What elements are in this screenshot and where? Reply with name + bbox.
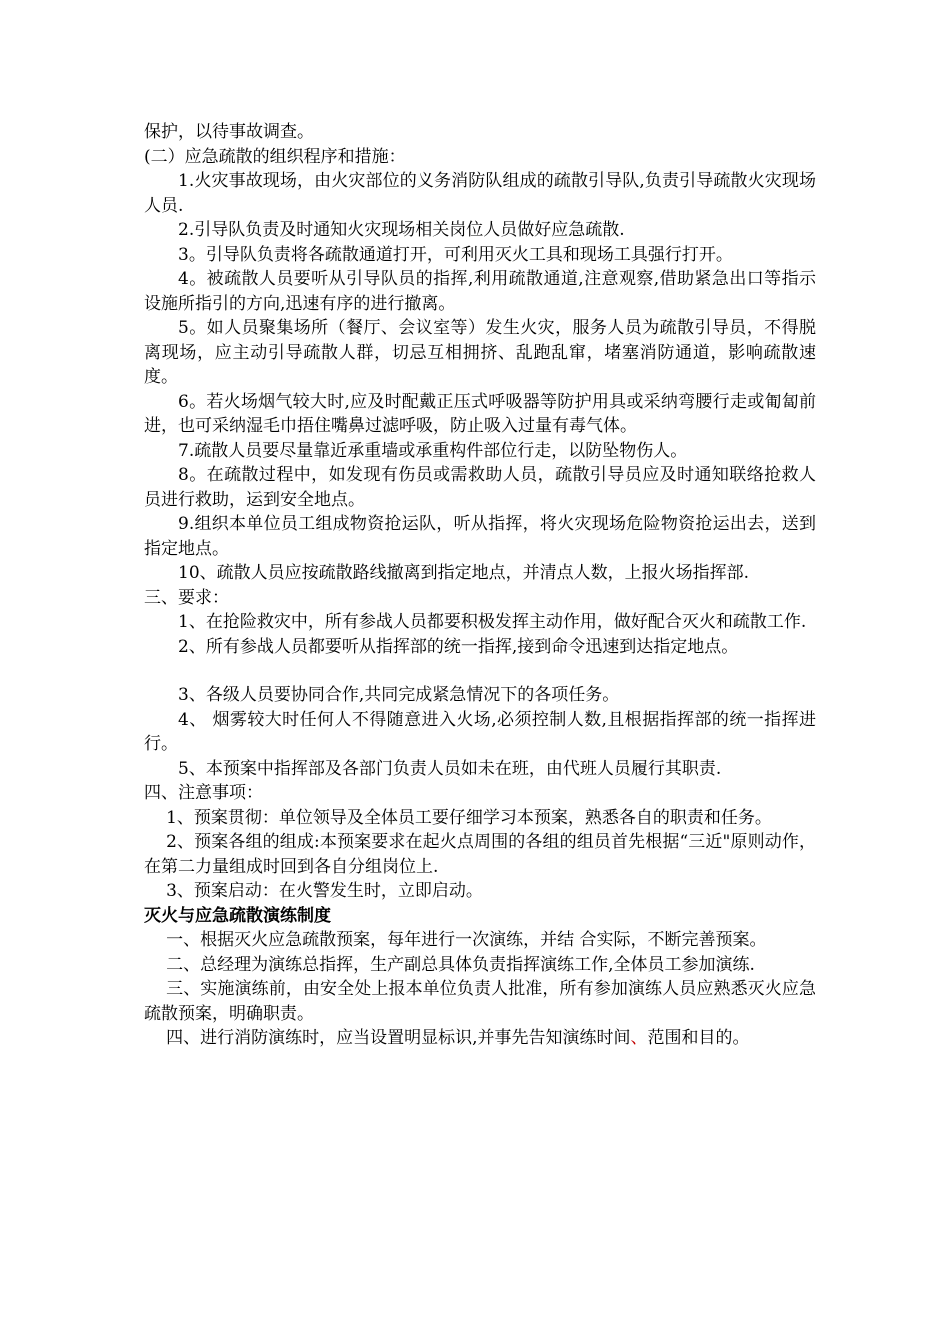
paragraph: 2、所有参战人员都要听从指挥部的统一指挥,接到命令迅速到达指定地点。 <box>178 636 739 657</box>
paragraph: 1、在抢险救灾中，所有参战人员都要积极发挥主动作用，做好配合灭火和疏散工作. <box>178 612 807 632</box>
paragraph: 5、本预案中指挥部及各部门负责人员如未在班，由代班人员履行其职责. <box>178 758 722 779</box>
document-body <box>144 120 816 1051</box>
paragraph: 二、总经理为演练总指挥，生产副总具体负责指挥演练工作,全体员工参加演练. <box>166 954 755 975</box>
paragraph: 三、实施演练前，由安全处上报本单位负责人批准，所有参加演练人员应熟悉灭火应急疏散预案，明确职责。 <box>144 979 816 1024</box>
section-heading: (二）应急疏散的组织程序和措施： <box>144 146 406 167</box>
paragraph: 2、预案各组的组成:本预案要求在起火点周围的各组的组员首先根据“三近"原则动作，在第二力量组成时回到各自分组岗位上. <box>144 832 816 877</box>
document-title: 灭火与应急疏散演练制度 <box>144 905 331 926</box>
paragraph-text: 四、进行消防演练时，应当设置明显标识,并事先告知演练时间 <box>166 1028 631 1048</box>
section-heading: 四、注意事项： <box>144 783 263 803</box>
paragraph: 4。被疏散人员要听从引导队员的指挥,利用疏散通道,注意观察,借助紧急出口等指示设施所指引的方向,迅速有序的进行撤离。 <box>144 269 816 314</box>
paragraph: 8。在疏散过程中，如发现有伤员或需救助人员，疏散引导员应及时通知联络抢救人员进行救助，运到安全地点。 <box>144 465 816 510</box>
paragraph: 一、根据灭火应急疏散预案，每年进行一次演练，并结 合实际，不断完善预案。 <box>166 930 767 950</box>
paragraph: 3、各级人员要协同合作,共同完成紧急情况下的各项任务。 <box>178 685 620 705</box>
paragraph: 1.火灾事故现场，由火灾部位的义务消防队组成的疏散引导队,负责引导疏散火灾现场人员. <box>144 171 816 216</box>
paragraph: 10、疏散人员应按疏散路线撤离到指定地点，并清点人数，上报火场指挥部. <box>178 563 750 583</box>
paragraph: 6。若火场烟气较大时,应及时配戴正压式呼吸器等防护用具或采纳弯腰行走或匍匐前进，也可采纳湿毛巾捂住嘴鼻过滤呼吸，防止吸入过量有毒气体。 <box>144 391 816 436</box>
section-heading: 三、要求： <box>144 587 229 608</box>
paragraph: 3、预案启动：在火警发生时，立即启动。 <box>166 881 483 901</box>
paragraph: 9.组织本单位员工组成物资抢运队，听从指挥，将火灾现场危险物资抢运出去，送到指定地点。 <box>144 514 816 559</box>
paragraph: 5。如人员聚集场所（餐厅、会议室等）发生火灾，服务人员为疏散引导员，不得脱离现场，应主动引导疏散人群，切忌互相拥挤、乱跑乱窜，堵塞消防通道，影响疏散速度。 <box>144 318 816 387</box>
paragraph: 3。引导队负责将各疏散通道打开，可利用灭火工具和现场工具强行打开。 <box>178 244 733 265</box>
blank-line <box>144 659 816 683</box>
paragraph: 4、 烟雾较大时任何人不得随意进入火场,必须控制人数,且根据指挥部的统一指挥进行。 <box>144 709 816 754</box>
paragraph <box>144 1026 816 1051</box>
paragraph-text: 范围和目的。 <box>647 1028 750 1048</box>
paragraph: 2.引导队负责及时通知火灾现场相关岗位人员做好应急疏散. <box>178 220 625 240</box>
paragraph: 1、预案贯彻：单位领导及全体员工要仔细学习本预案，熟悉各自的职责和任务。 <box>166 807 772 828</box>
paragraph: 保护，以待事故调查。 <box>144 122 314 142</box>
paragraph: 7.疏散人员要尽量靠近承重墙或承重构件部位行走，以防坠物伤人。 <box>178 440 688 461</box>
red-punctuation: 、 <box>630 1028 648 1048</box>
